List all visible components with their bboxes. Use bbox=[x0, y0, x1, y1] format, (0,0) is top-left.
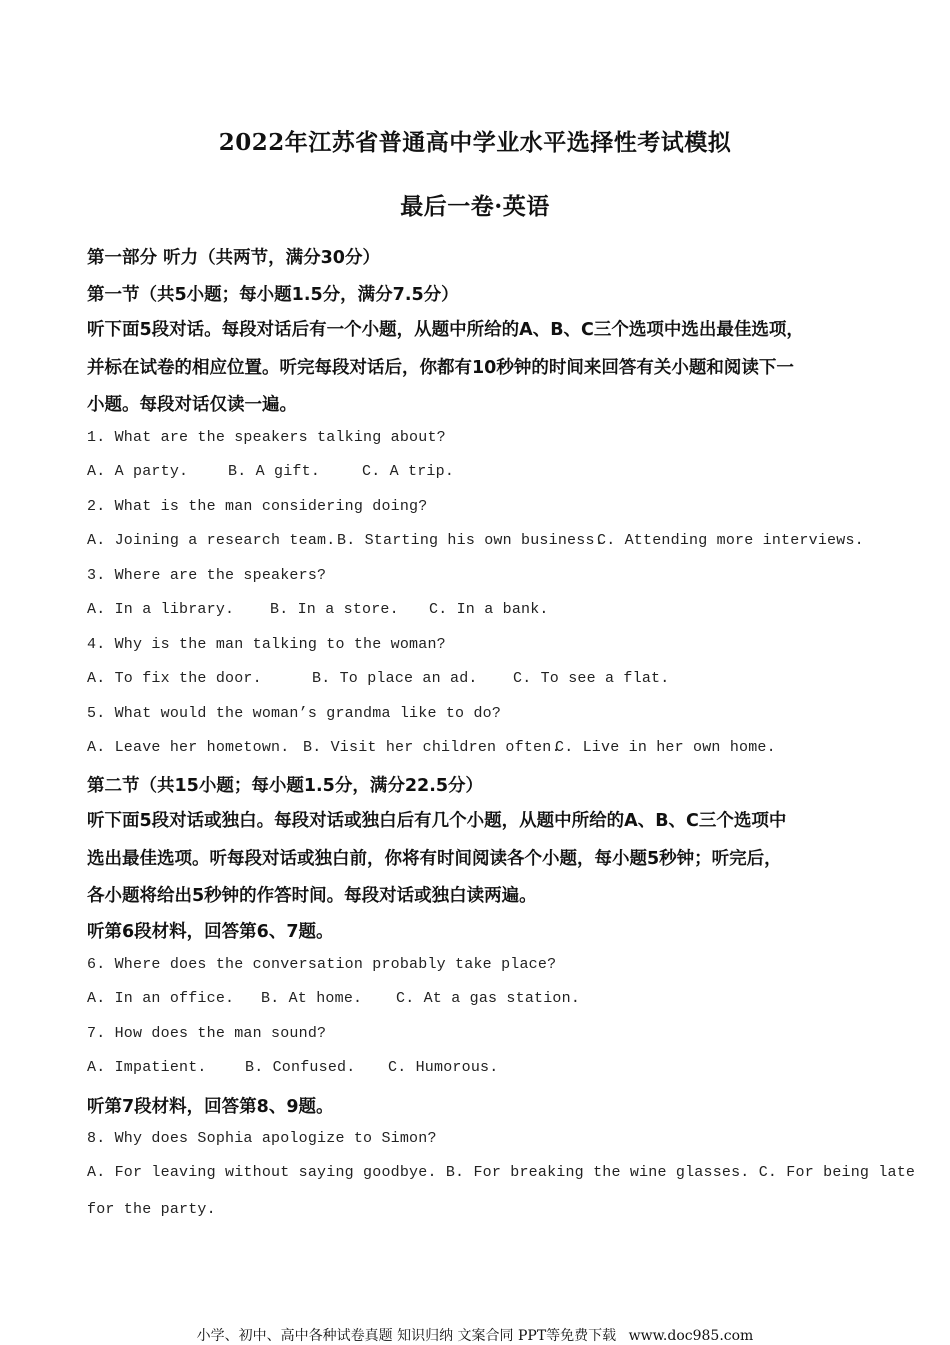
exam-title: 2022年江苏省普通高中学业水平选择性考试模拟 bbox=[218, 129, 732, 156]
option-a: A. To fix the door. bbox=[87, 670, 262, 687]
section1-heading: 第一节（共5小题；每小题1.5分，满分7.5分） bbox=[87, 285, 459, 305]
option-b: B. Starting his own business. bbox=[337, 532, 604, 549]
option-b: B. In a store. bbox=[270, 601, 399, 618]
material-7-heading: 听第7段材料，回答第8、9题。 bbox=[87, 1097, 334, 1117]
option-a: A. In a library. bbox=[87, 601, 235, 618]
question-1: 1. What are the speakers talking about? bbox=[87, 429, 446, 446]
option-c: C. In a bank. bbox=[429, 601, 549, 618]
section2-heading: 第二节（共15小题；每小题1.5分，满分22.5分） bbox=[87, 776, 484, 796]
section2-instruction-1: 听下面5段对话或独白。每段对话或独白后有几个小题，从题中所给的A、B、C三个选项中 bbox=[87, 811, 787, 831]
option-a: A. In an office. bbox=[87, 990, 235, 1007]
option-b: B. Visit her children often. bbox=[303, 739, 561, 756]
question-1-options bbox=[87, 463, 454, 480]
option-c: C. Humorous. bbox=[388, 1059, 499, 1076]
exam-subtitle: 最后一卷·英语 bbox=[400, 193, 550, 220]
option-c: C. Live in her own home. bbox=[555, 739, 776, 756]
option-c: C. A trip. bbox=[362, 463, 455, 480]
question-7: 7. How does the man sound? bbox=[87, 1025, 327, 1042]
option-c: C. At a gas station. bbox=[396, 990, 581, 1007]
footer-text: 小学、初中、高中各种试卷真题 知识归纳 文案合同 PPT等免费下载 bbox=[196, 1328, 617, 1344]
question-2-options bbox=[87, 532, 864, 549]
question-6: 6. Where does the conversation probably take place? bbox=[87, 956, 557, 973]
question-8: 8. Why does Sophia apologize to Simon? bbox=[87, 1130, 437, 1147]
question-5-options bbox=[87, 739, 776, 756]
option-b: B. A gift. bbox=[228, 463, 321, 480]
section2-instruction-2: 选出最佳选项。听每段对话或独白前，你将有时间阅读各个小题，每小题5秒钟；听完后， bbox=[87, 849, 782, 869]
section1-instruction-3: 小题。每段对话仅读一遍。 bbox=[87, 395, 297, 415]
option-b: B. To place an ad. bbox=[312, 670, 478, 687]
question-2: 2. What is the man considering doing? bbox=[87, 498, 428, 515]
option-a: A. A party. bbox=[87, 463, 189, 480]
question-5: 5. What would the woman’s grandma like to do? bbox=[87, 705, 502, 722]
question-4: 4. Why is the man talking to the woman? bbox=[87, 636, 446, 653]
question-7-options bbox=[87, 1059, 498, 1076]
option-c: C. To see a flat. bbox=[513, 670, 670, 687]
question-4-options bbox=[87, 670, 669, 687]
page-footer bbox=[0, 1325, 950, 1345]
option-b: B. At home. bbox=[261, 990, 363, 1007]
material-6-heading: 听第6段材料，回答第6、7题。 bbox=[87, 922, 334, 942]
option-b: B. Confused. bbox=[245, 1059, 356, 1076]
footer-site-link[interactable]: www.doc985.com bbox=[628, 1328, 754, 1344]
option-a: A. Leave her hometown. bbox=[87, 739, 290, 756]
option-a: A. Joining a research team. bbox=[87, 532, 336, 549]
question-8-options: A. For leaving without saying goodbye. B. For breaking the wine glasses. C. For being late bbox=[87, 1164, 916, 1181]
question-3: 3. Where are the speakers? bbox=[87, 567, 327, 584]
question-3-options bbox=[87, 601, 549, 618]
option-c: C. Attending more interviews. bbox=[597, 532, 864, 549]
part-heading: 第一部分 听力（共两节，满分30分） bbox=[87, 248, 380, 268]
question-8-options-cont: for the party. bbox=[87, 1201, 216, 1218]
section1-instruction-2: 并标在试卷的相应位置。听完每段对话后，你都有10秒钟的时间来回答有关小题和阅读下一 bbox=[87, 358, 794, 378]
option-a: A. Impatient. bbox=[87, 1059, 207, 1076]
section2-instruction-3: 各小题将给出5秒钟的作答时间。每段对话或独白读两遍。 bbox=[87, 886, 537, 906]
section1-instruction-1: 听下面5段对话。每段对话后有一个小题，从题中所给的A、B、C三个选项中选出最佳选项， bbox=[87, 320, 804, 340]
question-6-options bbox=[87, 990, 580, 1007]
